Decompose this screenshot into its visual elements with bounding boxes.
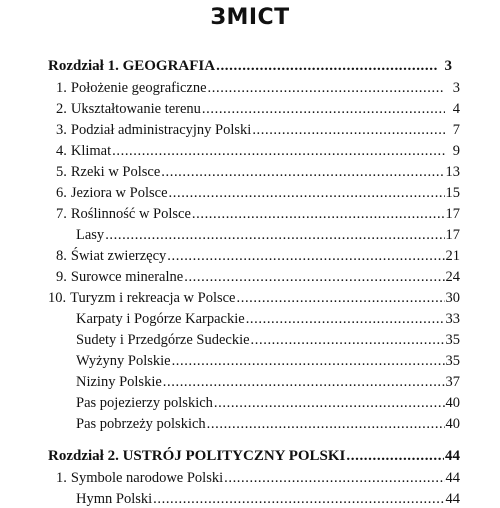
- toc-number: 1.: [56, 80, 67, 96]
- toc-label: Ukształtowanie terenu: [70, 101, 201, 117]
- toc-label: Rozdział 1. GEOGRAFIA: [48, 58, 216, 74]
- toc-subentry: [76, 395, 460, 412]
- toc-label: Rzeki w Polsce: [70, 164, 161, 180]
- toc-page: 24: [445, 269, 460, 285]
- toc-number: 3.: [56, 122, 67, 138]
- toc-page: 44: [445, 491, 460, 507]
- toc-label: Jeziora w Polsce: [70, 185, 168, 201]
- toc-subentry: [76, 416, 460, 433]
- toc-page: 35: [445, 332, 460, 348]
- toc-label: Turyzm i rekreacja w Polsce: [70, 290, 236, 306]
- toc-page: 15: [445, 185, 460, 201]
- toc-leader: [105, 227, 444, 244]
- toc-entry: [56, 122, 460, 139]
- toc-subentry: [76, 353, 460, 370]
- page-title: ЗМІСТ: [210, 5, 290, 30]
- toc-page: 44: [445, 470, 460, 486]
- toc-leader: [216, 58, 437, 75]
- toc-page: 13: [445, 164, 460, 180]
- toc-subentry: [76, 311, 460, 328]
- toc-entry: [56, 248, 460, 265]
- toc-label: Lasy: [76, 227, 105, 243]
- toc-leader: [167, 248, 444, 265]
- toc-label: Sudety i Przedgórze Sudeckie: [76, 332, 250, 348]
- toc-entry: [56, 206, 460, 223]
- toc-page: 35: [445, 353, 460, 369]
- toc-leader: [184, 269, 444, 286]
- toc-leader: [224, 470, 444, 487]
- toc-entry: [56, 269, 460, 286]
- toc-subentry: [76, 374, 460, 391]
- toc-leader: [237, 290, 445, 307]
- toc-label: Karpaty i Pogórze Karpackie: [76, 311, 245, 327]
- toc-page: 44: [445, 448, 460, 464]
- toc-label: Świat zwierzęcy: [70, 248, 167, 264]
- toc-label: Niziny Polskie: [76, 374, 162, 390]
- toc-page: 7: [452, 122, 460, 138]
- toc-label: Pas pojezierzy polskich: [76, 395, 213, 411]
- toc-entry: [48, 290, 460, 307]
- toc-label: Roślinność w Polsce: [70, 206, 191, 222]
- toc-page: 30: [445, 290, 460, 306]
- toc-leader: [246, 311, 445, 328]
- toc-label: Podział administracyjny Polski: [70, 122, 252, 138]
- toc-page: 3: [444, 58, 452, 74]
- toc-number: 6.: [56, 185, 67, 201]
- toc-page: 33: [445, 311, 460, 327]
- toc-page: 40: [445, 416, 460, 432]
- toc-number: 1.: [56, 470, 67, 486]
- toc-label: Surowce mineralne: [70, 269, 184, 285]
- toc-label: Położenie geograficzne: [70, 80, 207, 96]
- toc-leader: [112, 143, 445, 160]
- toc-page: 37: [445, 374, 460, 390]
- toc-entry: [56, 80, 460, 97]
- toc-leader: [169, 185, 445, 202]
- toc-label: Pas pobrzeży polskich: [76, 416, 206, 432]
- toc-page: 4: [452, 101, 460, 117]
- toc-chapter: [48, 58, 452, 75]
- toc-leader: [202, 101, 445, 118]
- toc-leader: [252, 122, 445, 139]
- toc-entry: [56, 164, 460, 181]
- toc-entry: [56, 185, 460, 202]
- toc-subentry: [76, 332, 460, 349]
- toc-leader: [161, 164, 444, 181]
- toc-page: 40: [445, 395, 460, 411]
- toc-number: 5.: [56, 164, 67, 180]
- toc-page: 3: [452, 80, 460, 96]
- toc-page: 17: [445, 227, 460, 243]
- toc-label: Rozdział 2. USTRÓJ POLITYCZNY POLSKI: [48, 448, 346, 464]
- toc-page: 17: [445, 206, 460, 222]
- toc-chapter: [48, 448, 460, 465]
- toc-number: 4.: [56, 143, 67, 159]
- toc-label: Symbole narodowe Polski: [70, 470, 224, 486]
- toc-number: 8.: [56, 248, 67, 264]
- toc-label: Wyżyny Polskie: [76, 353, 171, 369]
- toc-leader: [346, 448, 444, 465]
- toc-page: 21: [445, 248, 460, 264]
- toc-number: 9.: [56, 269, 67, 285]
- toc-entry: [56, 470, 460, 487]
- toc-leader: [192, 206, 445, 223]
- toc-leader: [208, 80, 445, 97]
- toc-label: Hymn Polski: [76, 491, 153, 507]
- toc-leader: [214, 395, 445, 412]
- toc-page: 9: [452, 143, 460, 159]
- toc-subentry: [76, 227, 460, 244]
- toc-leader: [251, 332, 445, 349]
- toc-number: 7.: [56, 206, 67, 222]
- toc-entry: [56, 143, 460, 160]
- toc-label: Klimat: [70, 143, 112, 159]
- toc-number: 10.: [48, 290, 67, 306]
- toc-leader: [172, 353, 445, 370]
- toc-entry: [56, 101, 460, 118]
- toc-leader: [163, 374, 445, 391]
- toc-number: 2.: [56, 101, 67, 117]
- toc-leader: [207, 416, 445, 433]
